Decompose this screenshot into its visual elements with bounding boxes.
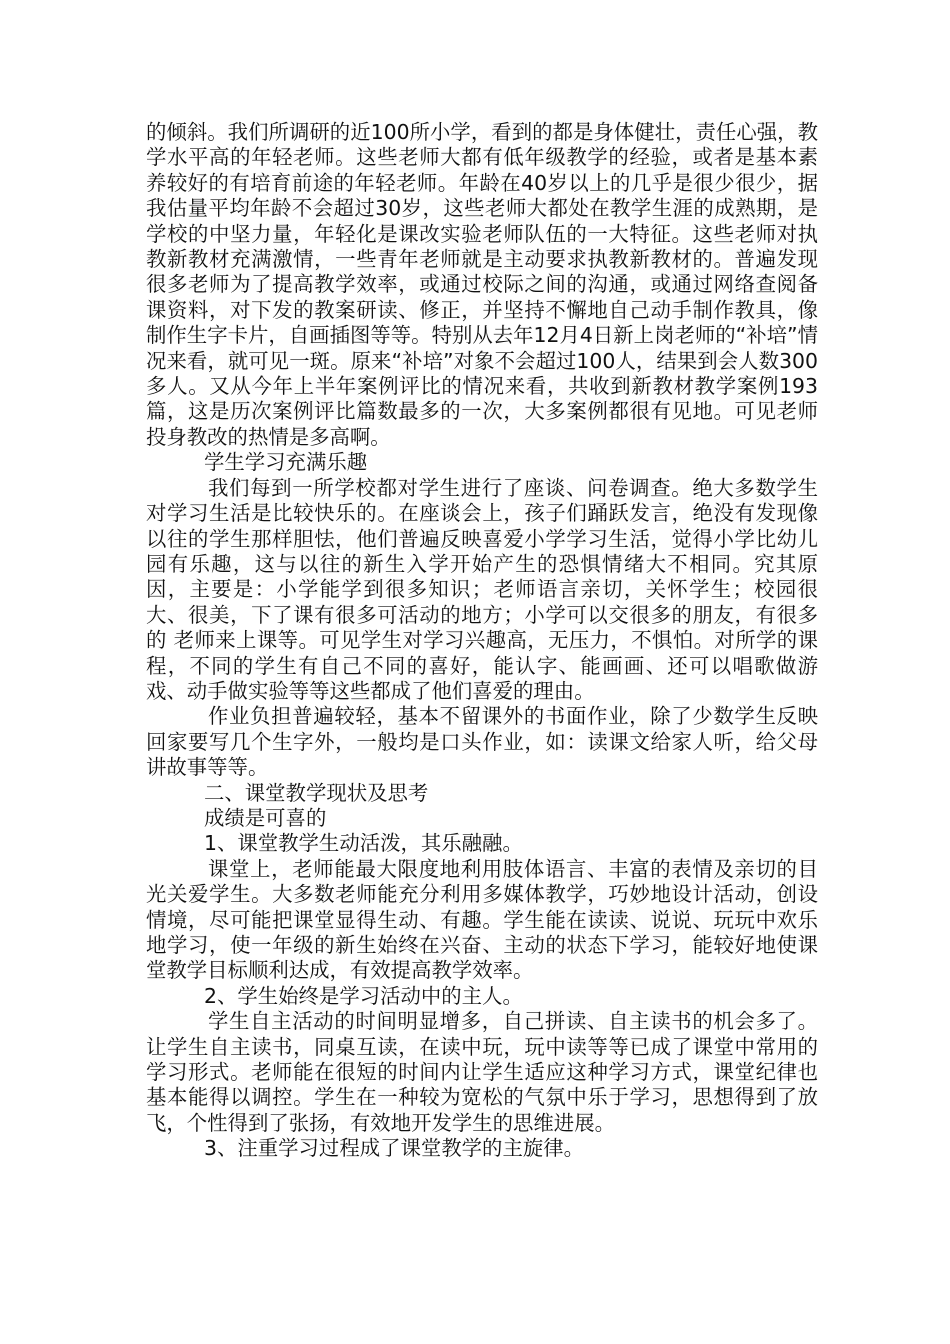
heading-achievements: 成绩是可喜的 <box>204 805 327 830</box>
heading-point-2: 2、学生始终是学习活动中的主人。 <box>204 983 523 1008</box>
heading-student-interest: 学生学习充满乐趣 <box>204 450 368 475</box>
document-body <box>146 120 818 1162</box>
paragraph-teacher-team: 的倾斜。我们所调研的近100所小学，看到的都是身体健壮，责任心强，教学水平高的年轻老师。这些老师大都有低年级教学的经验，或者是基本素养较好的有培育前途的年轻老师。年龄在40岁以上的几乎是很少很少，据我估量平均年龄不会超过30岁，这些老师大都处在教学生涯的成熟期，是学校的中坚力量，年轻化是课改实验老师队伍的一大特征。这些老师对执教新教材充满激情，一些青年老师就是主动要求执教新教材的。普遍发现很多老师为了提高教学效率，或通过校际之间的沟通，或通过网络查阅备课资料，对下发的教案研读、修正，并坚持不懈地自己动手制作教具，像制作生字卡片，自画插图等等。特别从去年12月4日新上岗老师的“补培”情况来看，就可见一斑。原来“补培”对象不会超过100人，结果到会人数300多人。又从今年上半年案例评比的情况来看，共收到新教材教学案例193篇，这是历次案例评比篇数最多的一次，大多案例都很有见地。可见老师投身教改的热情是多高啊。 <box>146 120 818 449</box>
heading-classroom-status: 二、课堂教学现状及思考 <box>204 780 429 805</box>
paragraph-student-survey: 我们每到一所学校都对学生进行了座谈、问卷调查。绝大多数学生对学习生活是比较快乐的。在座谈会上，孩子们踊跃发言，绝没有发现像以往的学生那样胆怯，他们普遍反映喜爱小学学习生活，觉得小学比幼儿园有乐趣，这与以往的新生入学开始产生的恐惧情绪大不相同。究其原因，主要是：小学能学到很多知识；老师语言亲切，关怀学生；校园很大、很美，下了课有很多可活动的地方；小学可以交很多的朋友，有很多的 老师来上课等。可见学生对学习兴趣高，无压力，不惧怕。对所学的课程，不同的学生有自己不同的喜好，能认字、能画画、还可以唱歌做游戏、动手做实验等等这些都成了他们喜爱的理由。 <box>146 475 818 703</box>
paragraph-point-2: 学生自主活动的时间明显增多，自己拼读、自主读书的机会多了。让学生自主读书，同桌互读，在读中玩，玩中读等等已成了课堂中常用的学习形式。老师能在很短的时间内让学生适应这种学习方式，课堂纪律也基本能得以调控。学生在一种较为宽松的气氛中乐于学习，思想得到了放飞，个性得到了张扬，有效地开发学生的思维进展。 <box>146 1009 818 1135</box>
heading-point-1: 1、课堂教学生动活泼，其乐融融。 <box>204 831 523 856</box>
heading-point-3: 3、注重学习过程成了课堂教学的主旋律。 <box>204 1136 585 1161</box>
paragraph-homework: 作业负担普遍较轻，基本不留课外的书面作业，除了少数学生反映回家要写几个生字外，一般均是口头作业，如：读课文给家人听，给父母讲故事等等。 <box>146 704 818 780</box>
paragraph-point-1: 课堂上，老师能最大限度地利用肢体语言、丰富的表情及亲切的目光关爱学生。大多数老师能充分利用多媒体教学，巧妙地设计活动，创设情境，尽可能把课堂显得生动、有趣。学生能在读读、说说、玩玩中欢乐地学习，使一年级的新生始终在兴奋、主动的状态下学习，能较好地使课堂教学目标顺利达成，有效提高教学效率。 <box>146 856 818 983</box>
